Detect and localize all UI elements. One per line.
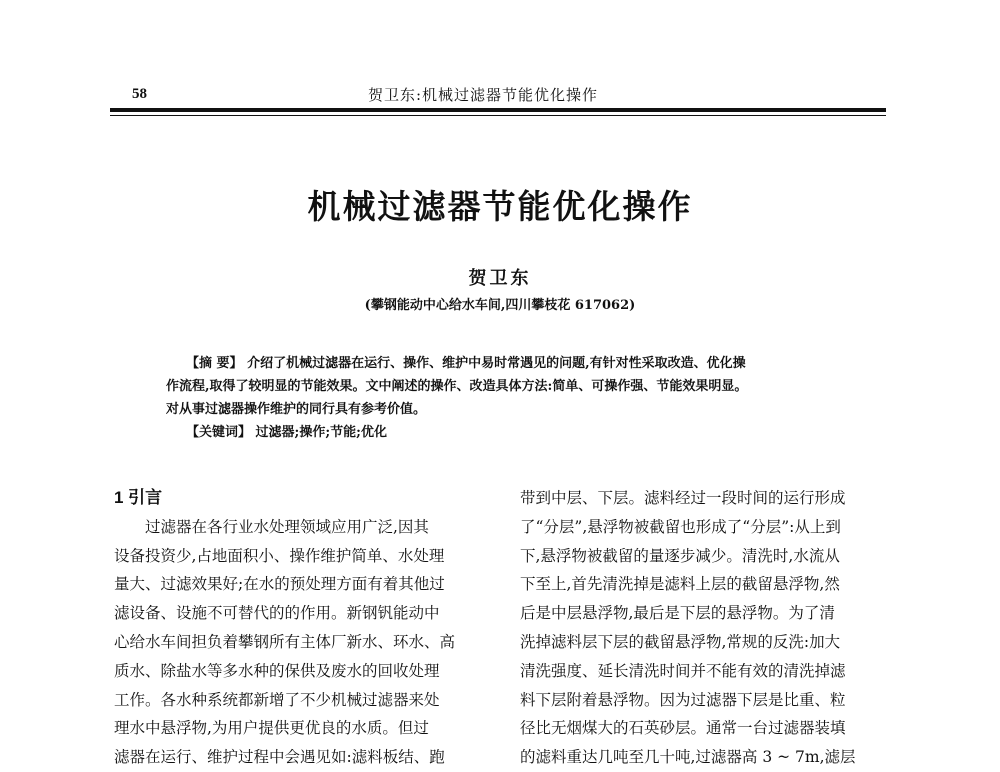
body-line: 后是中层悬浮物,最后是下层的悬浮物。为了清 [520, 604, 835, 623]
body-line: 料下层附着悬浮物。因为过滤器下层是比重、粒 [520, 690, 846, 709]
body-line: 径比无烟煤大的石英砂层。通常一台过滤器装填 [520, 719, 846, 738]
body-line: 滤器在运行、维护过程中会遇见如:滤料板结、跑 [114, 748, 445, 767]
body-line: 滤设备、设施不可替代的的作用。新钢钒能动中 [114, 604, 440, 623]
running-header [108, 84, 886, 104]
keywords-text: 过滤器;操作;节能;优化 [255, 425, 387, 440]
author-affiliation: (攀钢能动中心给水车间,四川攀枝花 617062) [364, 298, 636, 313]
body-line: 过滤器在各行业水处理领域应用广泛,因其 [145, 517, 429, 536]
body-line: 下,悬浮物被截留的量逐步减少。清洗时,水流从 [520, 546, 840, 565]
author-name: 贺卫东 [468, 268, 532, 289]
keywords-label: 【关键词】 [186, 425, 252, 440]
body-line: 清洗强度、延长清洗时间并不能有效的清洗掉滤 [520, 661, 846, 680]
body-line: 了“分层”,悬浮物被截留也形成了“分层”:从上到 [520, 517, 841, 536]
article-title: 机械过滤器节能优化操作 [307, 187, 693, 226]
body-line: 质水、除盐水等多水种的保供及废水的回收处理 [114, 661, 440, 680]
body-column-left [114, 484, 494, 772]
body-line: 理水中悬浮物,为用户提供更优良的水质。但过 [114, 719, 429, 738]
body-line: 带到中层、下层。滤料经过一段时间的运行形成 [520, 489, 846, 507]
body-line: 设备投资少,占地面积小、操作维护简单、水处理 [114, 546, 445, 565]
abstract-line: 作流程,取得了较明显的节能效果。文中阐述的操作、改造具体方法:简单、可操作强、节能效果明显。 [166, 379, 748, 394]
abstract-block [166, 352, 856, 444]
body-line: 工作。各水种系统都新增了不少机械过滤器来处 [114, 690, 440, 709]
abstract-label: 【摘 要】 [186, 356, 243, 371]
body-line: 心给水车间担负着攀钢所有主体厂新水、环水、高 [114, 632, 456, 651]
body-line: 洗掉滤料层下层的截留悬浮物,常规的反洗:加大 [520, 632, 841, 651]
abstract-text: 介绍了机械过滤器在运行、操作、维护中易时常遇见的问题,有针对性采取改造、优化操 [247, 356, 746, 371]
section-heading: 1 引言 [114, 488, 163, 507]
keywords-line [166, 421, 856, 444]
page-number: 58 [132, 86, 147, 102]
body-line: 量大、过滤效果好;在水的预处理方面有着其他过 [114, 575, 445, 594]
abstract-line: 对从事过滤器操作维护的同行具有参考价值。 [166, 402, 427, 417]
body-column-right [520, 484, 900, 772]
header-rule-thick [110, 108, 886, 112]
body-line: 的滤料重达几吨至几十吨,过滤器高 3 ~ 7m,滤层 [520, 748, 856, 767]
abstract-line [166, 352, 856, 375]
header-rule-thin [110, 115, 886, 116]
running-title: 贺卫东:机械过滤器节能优化操作 [368, 86, 599, 104]
body-line: 下至上,首先清洗掉是滤料上层的截留悬浮物,然 [520, 575, 840, 594]
